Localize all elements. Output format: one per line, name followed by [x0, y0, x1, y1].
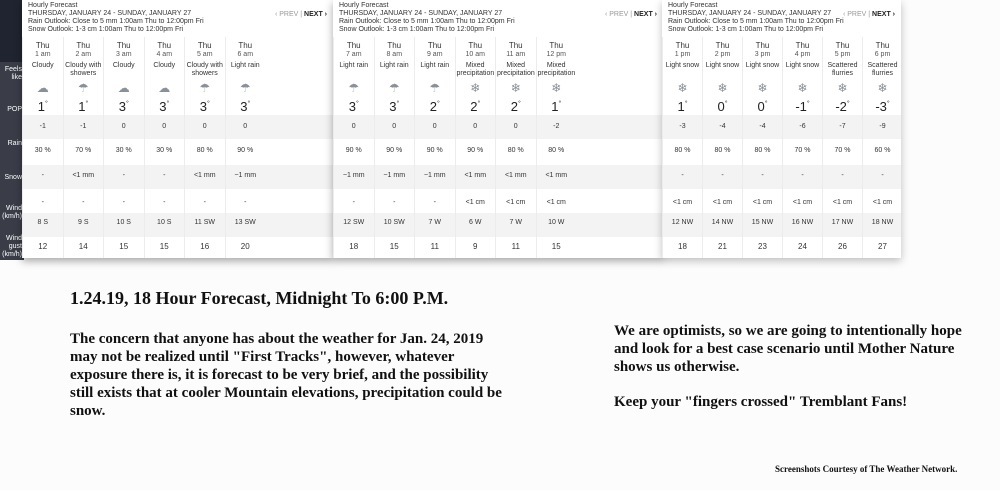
hour-column [455, 37, 496, 258]
degree-sign: ° [166, 100, 170, 108]
hour-column [414, 37, 455, 258]
hour-snow: <1 cm [546, 199, 566, 206]
hour-time: 4 pm [794, 51, 811, 58]
snow-outlook: Snow Outlook: 1-3 cm 1:00am Thu to 12:00pm Fri [339, 26, 495, 33]
hour-feels-like: -7 [839, 123, 846, 130]
next-button[interactable]: NEXT › [872, 11, 895, 18]
weather-icon: ❄ [677, 81, 688, 95]
weather-icon: ❄ [797, 81, 808, 95]
rain-outlook: Rain Outlook: Close to 5 mm 1:00am Thu to 12:00pm Fri [28, 18, 204, 25]
hour-pop: 90 % [467, 147, 484, 154]
hour-feels-like: 0 [473, 123, 478, 130]
degree-sign: ° [44, 100, 48, 108]
forecast-panel-2 [333, 0, 663, 258]
hour-time: 2 am [75, 51, 92, 58]
forecast-panel-3 [662, 0, 901, 258]
hour-time: 1 pm [674, 51, 691, 58]
hour-condition: Mixed precipitation [497, 62, 535, 77]
hour-condition: Light rain [339, 62, 369, 69]
weather-icon: ☂ [199, 81, 211, 95]
pagination-separator: | [628, 11, 635, 18]
hour-snow: - [203, 199, 206, 206]
hour-column [495, 37, 536, 258]
next-button[interactable]: NEXT › [634, 11, 657, 18]
hour-pop: 70 % [794, 147, 811, 154]
hour-temperature [863, 99, 901, 114]
hour-snow: - [82, 199, 85, 206]
hour-wind-gust: 20 [240, 242, 250, 251]
hour-snow: <1 cm [672, 199, 693, 206]
hour-feels-like: 0 [351, 123, 356, 130]
hourly-columns [333, 37, 663, 258]
hour-condition: Cloudy [112, 62, 135, 69]
hour-wind: 10 S [157, 219, 172, 226]
temperature-value: 3 [159, 99, 167, 114]
weather-icon: ❄ [510, 81, 521, 95]
hour-snow: <1 cm [506, 199, 526, 206]
hour-wind-gust: 9 [473, 242, 478, 251]
hour-wind-gust: 18 [678, 242, 687, 251]
hour-day: Thu [795, 41, 810, 50]
temperature-value: 1 [78, 99, 86, 114]
hour-snow: <1 cm [465, 199, 485, 206]
hour-wind: 11 SW [194, 219, 215, 226]
weather-icon: ❄ [877, 81, 888, 95]
hour-time: 2 pm [714, 51, 731, 58]
weather-icon: ❄ [717, 81, 728, 95]
hour-column [103, 37, 144, 258]
hour-day: Thu [715, 41, 730, 50]
hour-snow: - [122, 199, 125, 206]
hour-day: Thu [116, 41, 131, 50]
temperature-value: 0 [757, 99, 765, 114]
hour-condition: Light snow [785, 62, 820, 69]
temperature-value: 3 [240, 99, 248, 114]
hour-rain: ~1 mm [423, 172, 446, 179]
hour-snow: <1 cm [872, 199, 893, 206]
hour-condition: Scattered flurries [867, 62, 898, 77]
hour-temperature [823, 99, 862, 114]
hour-time: 1 am [34, 51, 51, 58]
panel-date-range: THURSDAY, JANUARY 24 - SUNDAY, JANUARY 27 [339, 10, 503, 17]
hour-wind-gust: 21 [718, 242, 727, 251]
hour-rain: - [801, 172, 804, 179]
hour-pop: 30 % [115, 147, 132, 154]
degree-sign: ° [477, 100, 481, 108]
hour-column [144, 37, 185, 258]
hour-condition: Light snow [745, 62, 780, 69]
degree-sign: ° [684, 100, 688, 108]
panel-date-range: THURSDAY, JANUARY 24 - SUNDAY, JANUARY 27 [28, 10, 192, 17]
hour-wind-gust: 15 [159, 242, 169, 251]
hour-condition: Cloudy [153, 62, 176, 69]
hour-day: Thu [875, 41, 890, 50]
hour-time: 6 am [237, 51, 254, 58]
degree-sign: ° [886, 100, 890, 108]
temperature-value: 3 [199, 99, 207, 114]
hour-wind: 6 W [469, 219, 482, 226]
forecast-panel-1 [22, 0, 333, 258]
hour-condition: Light rain [230, 62, 260, 69]
caption-right-paragraph-1: We are optimists, so we are going to intentionally hope and look for a best case scenario until Mother Nature shows us otherwise. [614, 323, 962, 375]
hour-pop: 90 % [386, 147, 403, 154]
weather-icon: ❄ [837, 81, 848, 95]
hour-day: Thu [76, 41, 91, 50]
hour-snow: <1 cm [752, 199, 773, 206]
hour-pop: 80 % [674, 147, 691, 154]
temperature-value: 2 [510, 99, 518, 114]
hour-day: Thu [387, 41, 402, 50]
hour-wind-gust: 15 [119, 242, 129, 251]
weather-icon: ☁ [117, 81, 130, 95]
hour-time: 10 am [465, 51, 485, 58]
degree-sign: ° [724, 100, 728, 108]
prev-button[interactable]: ‹ PREV [842, 11, 867, 18]
hour-time: 9 am [426, 51, 443, 58]
hour-rain: - [163, 172, 166, 179]
snow-outlook: Snow Outlook: 1-3 cm 1:00am Thu to 12:00pm Fri [28, 26, 184, 33]
hour-wind: 9 S [77, 219, 89, 226]
hour-temperature [375, 99, 415, 114]
hour-temperature [64, 99, 104, 114]
hour-column [702, 37, 742, 258]
weather-icon: ☂ [77, 81, 89, 95]
hour-day: Thu [549, 41, 564, 50]
hour-column [225, 37, 266, 258]
hourly-columns [22, 37, 333, 258]
next-button[interactable]: NEXT › [304, 11, 327, 18]
hour-rain: ~1 mm [383, 172, 406, 179]
panel-pagination [275, 11, 327, 18]
hour-day: Thu [468, 41, 483, 50]
hour-wind: 7 W [509, 219, 522, 226]
hour-feels-like: 0 [243, 123, 248, 130]
hour-time: 12 pm [546, 51, 566, 58]
hour-rain: - [721, 172, 724, 179]
hour-wind-gust: 24 [798, 242, 807, 251]
hour-day: Thu [835, 41, 850, 50]
hour-day: Thu [238, 41, 253, 50]
hour-temperature [456, 99, 496, 114]
hour-wind-gust: 12 [38, 242, 48, 251]
hour-column [333, 37, 374, 258]
degree-sign: ° [206, 100, 210, 108]
temperature-value: -2 [835, 99, 847, 114]
temperature-value: 1 [37, 99, 45, 114]
hour-rain: - [841, 172, 844, 179]
prev-button[interactable]: ‹ PREV [604, 11, 629, 18]
hour-snow: - [433, 199, 436, 206]
hour-pop: 90 % [237, 147, 254, 154]
degree-sign: ° [396, 100, 400, 108]
hourly-columns [662, 37, 901, 258]
hour-wind: 10 W [548, 219, 565, 226]
hour-temperature [226, 99, 266, 114]
snow-outlook: Snow Outlook: 1-3 cm 1:00am Thu to 12:00pm Fri [668, 26, 824, 33]
hour-wind: 17 NW [831, 219, 854, 226]
hour-pop: 30 % [156, 147, 173, 154]
panel-title: Hourly Forecast [28, 2, 78, 9]
degree-sign: ° [517, 100, 521, 108]
caption-right-paragraph-2: Keep your "fingers crossed" Tremblant Fans! [614, 394, 908, 410]
hour-wind-gust: 27 [878, 242, 887, 251]
hour-wind: 13 SW [234, 219, 256, 226]
hour-wind-gust: 15 [389, 242, 399, 251]
hour-day: Thu [197, 41, 212, 50]
hour-condition: Light rain [420, 62, 450, 69]
hour-feels-like: -3 [679, 123, 686, 130]
hour-time: 5 am [196, 51, 213, 58]
hour-feels-like: 0 [121, 123, 126, 130]
temperature-value: 3 [348, 99, 356, 114]
label-wind: Wind (km/h) [2, 205, 22, 220]
hour-pop: 90 % [345, 147, 362, 154]
pagination-separator: | [298, 11, 305, 18]
hour-condition: Cloudy [31, 62, 54, 69]
temperature-value: 3 [118, 99, 126, 114]
hour-wind-gust: 11 [511, 242, 520, 251]
hour-condition: Scattered flurries [827, 62, 858, 77]
side-label-strip [0, 0, 24, 260]
label-snow: Snow [4, 174, 22, 181]
hour-column [63, 37, 104, 258]
degree-sign: ° [846, 100, 850, 108]
hour-time: 4 am [156, 51, 173, 58]
hour-pop: 80 % [714, 147, 731, 154]
hour-pop: 80 % [548, 147, 565, 154]
weather-icon: ☂ [239, 81, 251, 95]
hour-wind-gust: 16 [200, 242, 210, 251]
degree-sign: ° [806, 100, 810, 108]
weather-icon: ☂ [348, 81, 360, 95]
temperature-value: 3 [389, 99, 397, 114]
hour-day: Thu [35, 41, 50, 50]
hour-pop: 90 % [426, 147, 443, 154]
hour-wind: 16 NW [791, 219, 814, 226]
caption-title: 1.24.19, 18 Hour Forecast, Midnight To 6:00 P.M. [70, 288, 449, 308]
weather-icon: ☁ [36, 81, 49, 95]
panel-header [22, 0, 333, 37]
hour-snow: <1 cm [832, 199, 853, 206]
hour-wind-gust: 23 [758, 242, 767, 251]
hour-rain: <1 mm [72, 172, 95, 179]
hour-snow: - [244, 199, 247, 206]
hour-column [862, 37, 901, 258]
side-strip-header [0, 0, 24, 62]
hour-feels-like: 0 [162, 123, 167, 130]
temperature-value: -3 [875, 99, 887, 114]
temperature-value: 1 [677, 99, 685, 114]
panel-header [662, 0, 901, 37]
hour-wind: 12 NW [671, 219, 694, 226]
hour-wind-gust: 11 [430, 242, 439, 251]
degree-sign: ° [125, 100, 129, 108]
hour-temperature [104, 99, 144, 114]
hour-time: 8 am [386, 51, 403, 58]
weather-icon: ❄ [470, 81, 481, 95]
rain-outlook: Rain Outlook: Close to 5 mm 1:00am Thu to 12:00pm Fri [668, 18, 844, 25]
caption-left-paragraph: The concern that anyone has about the weather for Jan. 24, 2019 may not be realized until "First Tracks", however, whatever exposure there is, it is forecast to be very brief, and the possibility still exists that at cooler Mountain elevations, precipitation could be snow. [70, 331, 502, 419]
hour-time: 7 am [345, 51, 362, 58]
hour-column [536, 37, 577, 258]
weather-icon: ❄ [757, 81, 768, 95]
hour-day: Thu [508, 41, 523, 50]
hour-wind-gust: 14 [78, 242, 88, 251]
temperature-value: 2 [429, 99, 437, 114]
hour-day: Thu [755, 41, 770, 50]
hour-day: Thu [346, 41, 361, 50]
hour-temperature [537, 99, 577, 114]
hour-temperature [663, 99, 702, 114]
hour-snow: - [393, 199, 396, 206]
hour-wind-gust: 18 [349, 242, 359, 251]
hour-rain: <1 mm [504, 172, 527, 179]
hour-feels-like: -6 [799, 123, 806, 130]
label-feels-like: Feels like [4, 66, 22, 81]
temperature-value: 2 [470, 99, 478, 114]
hour-rain: <1 mm [464, 172, 487, 179]
prev-button[interactable]: ‹ PREV [274, 11, 299, 18]
hour-pop: 70 % [75, 147, 92, 154]
hour-pop: 80 % [507, 147, 524, 154]
hour-day: Thu [157, 41, 172, 50]
hour-condition: Light snow [665, 62, 700, 69]
degree-sign: ° [558, 100, 562, 108]
hour-rain: ~1 mm [234, 172, 257, 179]
hour-temperature [783, 99, 822, 114]
hour-feels-like: -1 [39, 123, 46, 130]
hour-temperature [23, 99, 63, 114]
hour-temperature [185, 99, 225, 114]
hour-condition: Cloudy with showers [65, 62, 102, 77]
hour-rain: <1 mm [193, 172, 216, 179]
hour-feels-like: -4 [719, 123, 726, 130]
label-pop: POP [7, 106, 22, 113]
hour-day: Thu [427, 41, 442, 50]
hour-condition: Mixed precipitation [456, 62, 495, 77]
weather-icon: ☂ [429, 81, 441, 95]
degree-sign: ° [247, 100, 251, 108]
temperature-value: 1 [551, 99, 559, 114]
panel-date-range: THURSDAY, JANUARY 24 - SUNDAY, JANUARY 27 [668, 10, 832, 17]
hour-wind: 12 SW [343, 219, 365, 226]
hour-wind: 14 NW [711, 219, 734, 226]
hour-column [742, 37, 782, 258]
hour-temperature [145, 99, 185, 114]
hour-column [184, 37, 225, 258]
hour-column [822, 37, 862, 258]
hour-time: 5 pm [834, 51, 851, 58]
hour-column [22, 37, 63, 258]
panel-pagination [843, 11, 895, 18]
degree-sign: ° [85, 100, 89, 108]
panel-header [333, 0, 663, 37]
hour-pop: 80 % [754, 147, 771, 154]
hour-snow: - [41, 199, 44, 206]
label-wind-gust: Wind gust (km/h) [2, 235, 22, 258]
hour-feels-like: 0 [432, 123, 437, 130]
hour-wind: 10 S [116, 219, 131, 226]
hour-column [662, 37, 702, 258]
hour-feels-like: 0 [202, 123, 207, 130]
hour-pop: 60 % [874, 147, 891, 154]
degree-sign: ° [764, 100, 768, 108]
hour-temperature [743, 99, 782, 114]
hour-temperature [496, 99, 536, 114]
degree-sign: ° [355, 100, 359, 108]
hour-column [782, 37, 822, 258]
hour-feels-like: -4 [759, 123, 766, 130]
rain-outlook: Rain Outlook: Close to 5 mm 1:00am Thu to 12:00pm Fri [339, 18, 515, 25]
hour-wind: 7 W [428, 219, 441, 226]
panel-title: Hourly Forecast [668, 2, 718, 9]
hour-pop: 70 % [834, 147, 851, 154]
pagination-separator: | [866, 11, 873, 18]
hour-wind: 8 S [37, 219, 48, 226]
hour-time: 6 pm [874, 51, 891, 58]
hour-feels-like: -1 [80, 123, 87, 130]
hour-pop: 30 % [34, 147, 51, 154]
hour-rain: - [881, 172, 884, 179]
hour-wind: 18 NW [871, 219, 894, 226]
hour-rain: - [41, 172, 44, 179]
hour-wind: 15 NW [751, 219, 774, 226]
hour-column [374, 37, 415, 258]
weather-icon: ☁ [158, 81, 171, 95]
hour-snow: - [352, 199, 355, 206]
hour-pop: 80 % [196, 147, 213, 154]
weather-icon: ☂ [388, 81, 400, 95]
hour-condition: Light rain [379, 62, 409, 69]
hour-temperature [415, 99, 455, 114]
screenshot-credit: Screenshots Courtesy of The Weather Network. [775, 464, 958, 474]
hour-temperature [703, 99, 742, 114]
hour-day: Thu [675, 41, 690, 50]
panel-title: Hourly Forecast [339, 2, 389, 9]
temperature-value: -1 [795, 99, 807, 114]
temperature-value: 0 [717, 99, 725, 114]
hour-condition: Cloudy with showers [186, 62, 223, 77]
hour-snow: - [163, 199, 166, 206]
hour-wind: 10 SW [383, 219, 405, 226]
hour-feels-like: 0 [392, 123, 397, 130]
hour-rain: - [761, 172, 764, 179]
hour-condition: Light snow [705, 62, 740, 69]
hour-rain: <1 mm [545, 172, 568, 179]
hour-snow: <1 cm [792, 199, 813, 206]
hour-feels-like: -2 [553, 123, 560, 130]
hour-time: 11 am [506, 51, 526, 58]
hour-temperature [334, 99, 374, 114]
label-rain: Rain [7, 140, 22, 147]
hour-feels-like: -9 [879, 123, 886, 130]
hour-condition: Mixed precipitation [537, 62, 576, 77]
hour-time: 3 am [115, 51, 132, 58]
hour-snow: <1 cm [712, 199, 733, 206]
hour-time: 3 pm [754, 51, 771, 58]
panel-pagination [605, 11, 657, 18]
hour-feels-like: 0 [513, 123, 518, 130]
hour-wind-gust: 15 [551, 242, 561, 251]
hour-rain: - [681, 172, 684, 179]
hour-rain: ~1 mm [342, 172, 365, 179]
degree-sign: ° [436, 100, 440, 108]
hour-wind-gust: 26 [838, 242, 847, 251]
weather-icon: ❄ [551, 81, 562, 95]
hour-rain: - [122, 172, 125, 179]
